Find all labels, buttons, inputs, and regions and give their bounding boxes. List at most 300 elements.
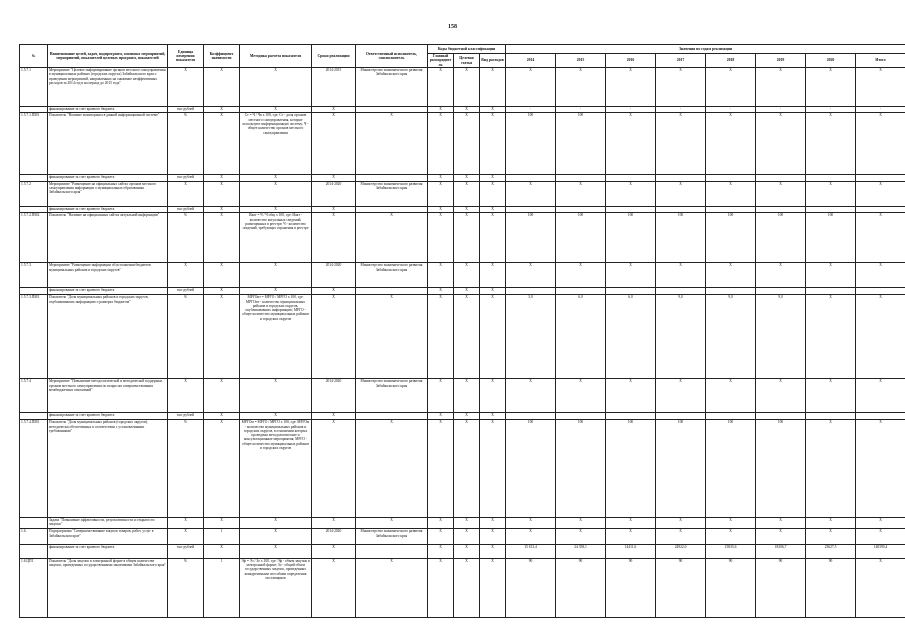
row-year-value: X xyxy=(806,263,856,288)
row-code-main: X xyxy=(428,68,454,107)
row-period: 2014-2020 xyxy=(312,263,356,288)
row-total-value: X xyxy=(856,181,905,206)
row-total-value xyxy=(856,206,905,213)
row-method: X xyxy=(240,517,312,528)
row-year-value: X xyxy=(756,68,806,107)
row-period: X xyxy=(312,545,356,559)
row-responsible: X xyxy=(356,558,428,617)
row-code-type: X xyxy=(480,529,506,545)
row-period: 2014-2020 xyxy=(312,379,356,413)
row-coefficient: X xyxy=(204,113,240,174)
row-year-value xyxy=(656,206,706,213)
row-year-value: X xyxy=(506,68,556,107)
row-year-value xyxy=(806,413,856,420)
row-method: X xyxy=(240,379,312,413)
row-coefficient: X xyxy=(204,181,240,206)
row-year-value: 100 xyxy=(606,420,656,518)
row-name: Подпрограмма "Совершенствование закупок товаров, работ, услуг в Забайкальском крае" xyxy=(48,529,168,545)
col-method: Методика расчета показателя xyxy=(240,45,312,68)
row-period: X xyxy=(312,206,356,213)
row-method: X xyxy=(240,545,312,559)
row-code-type: X xyxy=(480,413,506,420)
row-year-value: X xyxy=(806,420,856,518)
row-year-value: X xyxy=(756,379,806,413)
row-year-value: 90 xyxy=(556,558,606,617)
row-code-type: X xyxy=(480,558,506,617)
row-year-value: 100 xyxy=(706,420,756,518)
row-responsible xyxy=(356,413,428,420)
row-year-value: X xyxy=(656,181,706,206)
row-year-value: - xyxy=(806,106,856,113)
row-year-value xyxy=(656,413,706,420)
row-method: X xyxy=(240,413,312,420)
row-responsible: X xyxy=(356,517,428,528)
row-year-value: X xyxy=(506,379,556,413)
row-name: Мероприятие "Размещение на официальных сайтах органов местного самоуправления информации о муниципальных образованиях Забайкальского края" xyxy=(48,181,168,206)
row-responsible xyxy=(356,206,428,213)
row-year-value: X xyxy=(556,379,606,413)
row-year-value: X xyxy=(556,517,606,528)
row-year-value xyxy=(806,174,856,181)
row-code-target: X xyxy=(454,181,480,206)
row-period: 2014-2020 xyxy=(312,529,356,545)
row-number: 1.5.7.4.ПМ1 xyxy=(20,420,48,518)
row-year-value: X xyxy=(756,263,806,288)
row-coefficient: X xyxy=(204,295,240,379)
row-coefficient: X xyxy=(204,68,240,107)
row-code-type: X xyxy=(480,113,506,174)
row-name: Показатель "Доля закупок в электронной форме в общем количестве закупок, проведенных государственными заказчиками Забайкальского края" xyxy=(48,558,168,617)
row-total-value: X xyxy=(856,68,905,107)
row-year-value xyxy=(656,174,706,181)
row-year-value xyxy=(506,174,556,181)
row-coefficient: X xyxy=(204,106,240,113)
row-responsible: X xyxy=(356,213,428,263)
row-year-value: - xyxy=(706,106,756,113)
row-year-value: - xyxy=(756,106,806,113)
row-unit: тыс рублей xyxy=(168,413,204,420)
row-name: финансирование за счет краевого бюджета xyxy=(48,206,168,213)
row-year-value xyxy=(556,174,606,181)
row-year-value: 15 613,4 xyxy=(506,545,556,559)
row-year-value xyxy=(606,206,656,213)
row-responsible: X xyxy=(356,295,428,379)
row-code-main: X xyxy=(428,529,454,545)
row-responsible: Министерство экономического развития Забайкальского края xyxy=(356,379,428,413)
row-method: X xyxy=(240,288,312,295)
row-number: 1.5.7.1.ПМ1 xyxy=(20,113,48,174)
row-code-target: X xyxy=(454,545,480,559)
row-unit: X xyxy=(168,379,204,413)
row-name: Показатель "Доля муниципальных районов и городских округов, опубликовавших информацию о размерах бюджетов" xyxy=(48,295,168,379)
row-year-value: 100 xyxy=(606,213,656,263)
table-row xyxy=(20,529,905,545)
row-unit: тыс рублей xyxy=(168,174,204,181)
row-code-main: X xyxy=(428,558,454,617)
row-year-value: X xyxy=(556,181,606,206)
row-name: Мероприятие "Размещение информации об исполнении бюджетов муниципальных районов и городских округов" xyxy=(48,263,168,288)
row-year-value: 90 xyxy=(606,558,656,617)
row-period: X xyxy=(312,106,356,113)
row-number xyxy=(20,206,48,213)
row-coefficient: X xyxy=(204,263,240,288)
row-name: финансирование за счет краевого бюджета xyxy=(48,413,168,420)
program-table xyxy=(19,44,905,618)
row-year-value xyxy=(756,413,806,420)
row-code-target: X xyxy=(454,68,480,107)
row-code-target: X xyxy=(454,113,480,174)
row-responsible: Министерство экономического развития Забайкальского края xyxy=(356,181,428,206)
row-code-target: X xyxy=(454,206,480,213)
row-year-value: 100 xyxy=(556,113,606,174)
row-year-value: 100 xyxy=(656,420,706,518)
row-responsible: Министерство экономического развития Забайкальского края xyxy=(356,68,428,107)
row-unit: % xyxy=(168,113,204,174)
row-unit: % xyxy=(168,558,204,617)
row-number xyxy=(20,517,48,528)
row-code-target: X xyxy=(454,529,480,545)
row-year-value: X xyxy=(806,68,856,107)
row-code-type: X xyxy=(480,206,506,213)
row-coefficient: X xyxy=(204,413,240,420)
row-year-value: 6,0 xyxy=(606,295,656,379)
table-row xyxy=(20,420,905,518)
row-year-value xyxy=(606,174,656,181)
row-code-main: X xyxy=(428,106,454,113)
row-responsible: Министерство экономического развития Забайкальского края xyxy=(356,529,428,545)
row-year-value xyxy=(756,174,806,181)
row-year-value: X xyxy=(806,181,856,206)
row-year-value xyxy=(706,413,756,420)
col-year: 2020 xyxy=(806,54,856,68)
row-total-value: X xyxy=(856,529,905,545)
row-method: X xyxy=(240,529,312,545)
row-name: Показатель "Наличие на официальных сайтах актуальной информации" xyxy=(48,213,168,263)
row-method: X xyxy=(240,174,312,181)
row-code-target: X xyxy=(454,517,480,528)
row-unit: тыс рублей xyxy=(168,206,204,213)
col-code-main: Главный распорядитель xyxy=(428,54,454,68)
row-code-main: X xyxy=(428,288,454,295)
row-year-value: X xyxy=(656,68,706,107)
row-number xyxy=(20,288,48,295)
row-code-type: X xyxy=(480,263,506,288)
col-year: 2018 xyxy=(706,54,756,68)
row-period: X xyxy=(312,213,356,263)
table-row xyxy=(20,113,905,174)
row-responsible xyxy=(356,288,428,295)
table-body xyxy=(20,68,905,618)
row-year-value: - xyxy=(606,106,656,113)
row-unit: тыс рублей xyxy=(168,106,204,113)
row-period: 2014-2020 xyxy=(312,181,356,206)
row-number: 1.5.7.4 xyxy=(20,379,48,413)
row-year-value: X xyxy=(556,529,606,545)
row-total-value: X xyxy=(856,379,905,413)
row-period: X xyxy=(312,558,356,617)
row-responsible: X xyxy=(356,420,428,518)
row-total-value: X xyxy=(856,263,905,288)
row-number xyxy=(20,413,48,420)
row-year-value: 9,0 xyxy=(706,295,756,379)
row-method: МРГОит = МРГО / МРГО х 100, где: МРГОит - количество муниципальных районов и городских округов, опубликовавших информацию; МРГО - общее количество муниципальных районов и городских округов xyxy=(240,295,312,379)
row-number xyxy=(20,545,48,559)
col-name: Наименование целей, задач, подпрограмм, основных мероприятий, мероприятий, показателей целевых программ, показателей xyxy=(48,45,168,68)
col-codes-group: Коды бюджетной классификации xyxy=(428,45,506,54)
row-coefficient: X xyxy=(204,213,240,263)
table-row xyxy=(20,413,905,420)
row-period: X xyxy=(312,517,356,528)
row-year-value xyxy=(706,174,756,181)
row-code-main: X xyxy=(428,420,454,518)
row-year-value xyxy=(506,288,556,295)
row-coefficient: X xyxy=(204,420,240,518)
row-year-value xyxy=(756,206,806,213)
row-total-value: X xyxy=(856,517,905,528)
row-year-value xyxy=(656,288,706,295)
row-year-value xyxy=(756,288,806,295)
row-code-main: X xyxy=(428,517,454,528)
row-year-value xyxy=(806,206,856,213)
col-year: 2014 xyxy=(506,54,556,68)
row-unit: тыс рублей xyxy=(168,288,204,295)
row-year-value: X xyxy=(556,263,606,288)
row-year-value: X xyxy=(806,295,856,379)
row-code-type: X xyxy=(480,420,506,518)
row-method: Ст = Ч / Чп х 100, где: Ст - доля органов местного самоуправления, которые используют информационную систему; Ч - общее количество органов местного самоуправления xyxy=(240,113,312,174)
row-year-value: X xyxy=(656,517,706,528)
row-year-value xyxy=(506,413,556,420)
row-year-value: 9,0 xyxy=(656,295,706,379)
row-year-value: 15835,6 xyxy=(706,545,756,559)
row-coefficient: X xyxy=(204,517,240,528)
row-code-main: X xyxy=(428,113,454,174)
row-code-main: X xyxy=(428,413,454,420)
row-total-value: X xyxy=(856,213,905,263)
row-year-value: 24 358,1 xyxy=(556,545,606,559)
row-year-value xyxy=(606,413,656,420)
row-year-value: 90 xyxy=(506,558,556,617)
row-period: X xyxy=(312,295,356,379)
row-number: 1.5.7.2 xyxy=(20,181,48,206)
row-year-value xyxy=(806,288,856,295)
row-year-value: - xyxy=(656,106,706,113)
row-coefficient: X xyxy=(204,545,240,559)
row-method: Эф = Эз / Зо х 100, где: Эф - объем закупок в электронной форме; Зо - общий объем государственных закупок, проведенных конкурентными способами определения поставщиков xyxy=(240,558,312,617)
row-year-value: X xyxy=(706,181,756,206)
row-year-value xyxy=(706,288,756,295)
row-name: Мероприятие "Повышение методологической и методической поддержки органов местного самоуправления по вопросам совершенствования межбюджетных отношений" xyxy=(48,379,168,413)
row-code-target: X xyxy=(454,213,480,263)
row-responsible xyxy=(356,174,428,181)
row-year-value: 100 xyxy=(556,420,606,518)
row-code-target: X xyxy=(454,288,480,295)
row-year-value: 100 xyxy=(706,213,756,263)
col-year: 2015 xyxy=(556,54,606,68)
row-name: Показатель "Наличие мониторинга в данной информационной системе" xyxy=(48,113,168,174)
row-total-value xyxy=(856,174,905,181)
col-code-target: Целевая статья xyxy=(454,54,480,68)
row-year-value: 90 xyxy=(756,558,806,617)
col-total: Итого xyxy=(856,54,905,68)
row-year-value: - xyxy=(556,106,606,113)
row-unit: % xyxy=(168,213,204,263)
row-year-value: 90 xyxy=(656,558,706,617)
row-year-value xyxy=(556,413,606,420)
row-period: X xyxy=(312,174,356,181)
row-year-value: X xyxy=(656,379,706,413)
table-row xyxy=(20,288,905,295)
row-code-type: X xyxy=(480,213,506,263)
col-unit: Единица измерения показателя xyxy=(168,45,204,68)
row-year-value: X xyxy=(606,263,656,288)
row-year-value xyxy=(706,206,756,213)
row-code-type: X xyxy=(480,295,506,379)
row-year-value: X xyxy=(706,113,756,174)
row-code-type: X xyxy=(480,174,506,181)
row-method: X xyxy=(240,68,312,107)
row-year-value: 9,0 xyxy=(756,295,806,379)
row-code-main: X xyxy=(428,295,454,379)
row-name: финансирование за счет краевого бюджета xyxy=(48,545,168,559)
row-year-value: X xyxy=(756,529,806,545)
col-period: Сроки реализации xyxy=(312,45,356,68)
row-code-target: X xyxy=(454,558,480,617)
row-period: X xyxy=(312,113,356,174)
row-year-value: 90 xyxy=(706,558,756,617)
row-number: 1.5.7.1 xyxy=(20,68,48,107)
row-code-type: X xyxy=(480,545,506,559)
row-period: 2014-2015 xyxy=(312,68,356,107)
row-total-value: X xyxy=(856,420,905,518)
row-year-value: X xyxy=(806,113,856,174)
col-year: 2017 xyxy=(656,54,706,68)
row-code-type: X xyxy=(480,379,506,413)
table-row xyxy=(20,295,905,379)
row-year-value: 3,0 xyxy=(506,295,556,379)
row-name: финансирование за счет краевого бюджета xyxy=(48,174,168,181)
page-number: 158 xyxy=(448,24,457,30)
row-unit: X xyxy=(168,517,204,528)
row-coefficient: 1 xyxy=(204,529,240,545)
row-period: X xyxy=(312,288,356,295)
col-year: 2019 xyxy=(756,54,806,68)
row-year-value: X xyxy=(506,181,556,206)
row-year-value: 100 xyxy=(506,113,556,174)
row-code-target: X xyxy=(454,174,480,181)
col-no: № xyxy=(20,45,48,68)
row-unit: X xyxy=(168,529,204,545)
row-code-main: X xyxy=(428,181,454,206)
row-coefficient: X xyxy=(204,288,240,295)
row-unit: тыс рублей xyxy=(168,545,204,559)
row-year-value: X xyxy=(656,113,706,174)
row-number: 1.5.7.3 xyxy=(20,263,48,288)
col-year: 2016 xyxy=(606,54,656,68)
row-number xyxy=(20,106,48,113)
row-year-value: X xyxy=(806,517,856,528)
row-total-value xyxy=(856,288,905,295)
row-code-main: X xyxy=(428,379,454,413)
row-year-value: 90 xyxy=(806,558,856,617)
row-name: Мероприятие "Целевое информирование органов местного самоуправления в муниципальных районах (городских округах) Забайкальского края о проведении мероприятий, направленных на снижение неэффективных расходов за 2014 год и на период до 2015 года" xyxy=(48,68,168,107)
row-year-value: X xyxy=(706,68,756,107)
table-row xyxy=(20,181,905,206)
row-year-value: X xyxy=(706,529,756,545)
row-code-target: X xyxy=(454,413,480,420)
row-responsible: X xyxy=(356,113,428,174)
row-year-value: X xyxy=(606,68,656,107)
row-year-value: 100 xyxy=(506,213,556,263)
row-code-target: X xyxy=(454,379,480,413)
row-year-value: X xyxy=(706,517,756,528)
table-row xyxy=(20,517,905,528)
row-method: Иакт = Ч / Ч общ х 100, где: Иакт - количество актуальных сведений, размещенных в реестре; Ч - количество сведений, требующих отражения в реестре xyxy=(240,213,312,263)
col-responsible: Ответственный исполнитель, соисполнитель xyxy=(356,45,428,68)
row-year-value xyxy=(506,206,556,213)
row-year-value: X xyxy=(706,263,756,288)
row-responsible xyxy=(356,106,428,113)
table-row xyxy=(20,174,905,181)
row-coefficient: X xyxy=(204,379,240,413)
table-row xyxy=(20,106,905,113)
row-code-main: X xyxy=(428,174,454,181)
row-method: X xyxy=(240,263,312,288)
row-year-value: 100 xyxy=(506,420,556,518)
row-year-value: 6,0 xyxy=(556,295,606,379)
row-year-value: X xyxy=(806,379,856,413)
table-row xyxy=(20,379,905,413)
row-unit: % xyxy=(168,295,204,379)
row-code-main: X xyxy=(428,206,454,213)
row-year-value: X xyxy=(606,113,656,174)
row-code-main: X xyxy=(428,213,454,263)
row-unit: X xyxy=(168,181,204,206)
table-row xyxy=(20,558,905,617)
row-code-type: X xyxy=(480,517,506,528)
row-total-value xyxy=(856,413,905,420)
row-year-value: 100 xyxy=(756,213,806,263)
row-unit: X xyxy=(168,263,204,288)
row-year-value: X xyxy=(806,529,856,545)
row-unit: X xyxy=(168,68,204,107)
row-code-type: X xyxy=(480,288,506,295)
row-number: 1.5.7.2.ПМ2 xyxy=(20,213,48,263)
row-year-value: 100 xyxy=(756,420,806,518)
row-year-value: 14411,6 xyxy=(606,545,656,559)
row-year-value: 100 xyxy=(556,213,606,263)
row-code-main: X xyxy=(428,263,454,288)
row-total-value: - xyxy=(856,106,905,113)
row-year-value: - xyxy=(506,106,556,113)
row-year-value: X xyxy=(506,517,556,528)
col-values-group: Значения по годам реализации xyxy=(506,45,905,54)
row-year-value: 24922,0 xyxy=(656,545,706,559)
row-method: X xyxy=(240,106,312,113)
row-year-value: 23627,5 xyxy=(806,545,856,559)
row-code-type: X xyxy=(480,106,506,113)
row-code-type: X xyxy=(480,68,506,107)
col-coef: Коэффициент значимости xyxy=(204,45,240,68)
table-row xyxy=(20,263,905,288)
table-row xyxy=(20,213,905,263)
row-code-main: X xyxy=(428,545,454,559)
row-year-value xyxy=(556,288,606,295)
row-year-value: X xyxy=(606,517,656,528)
table-row xyxy=(20,68,905,107)
row-method: МРГОм = МРГО / МРГО х 100, где: МРГОм - количество муниципальных районов и городских округов, в отношении которых проведены методологические и консультационные мероприятия; МРГО - общее количество муниципальных районов и городских округов xyxy=(240,420,312,518)
row-year-value: X xyxy=(656,263,706,288)
